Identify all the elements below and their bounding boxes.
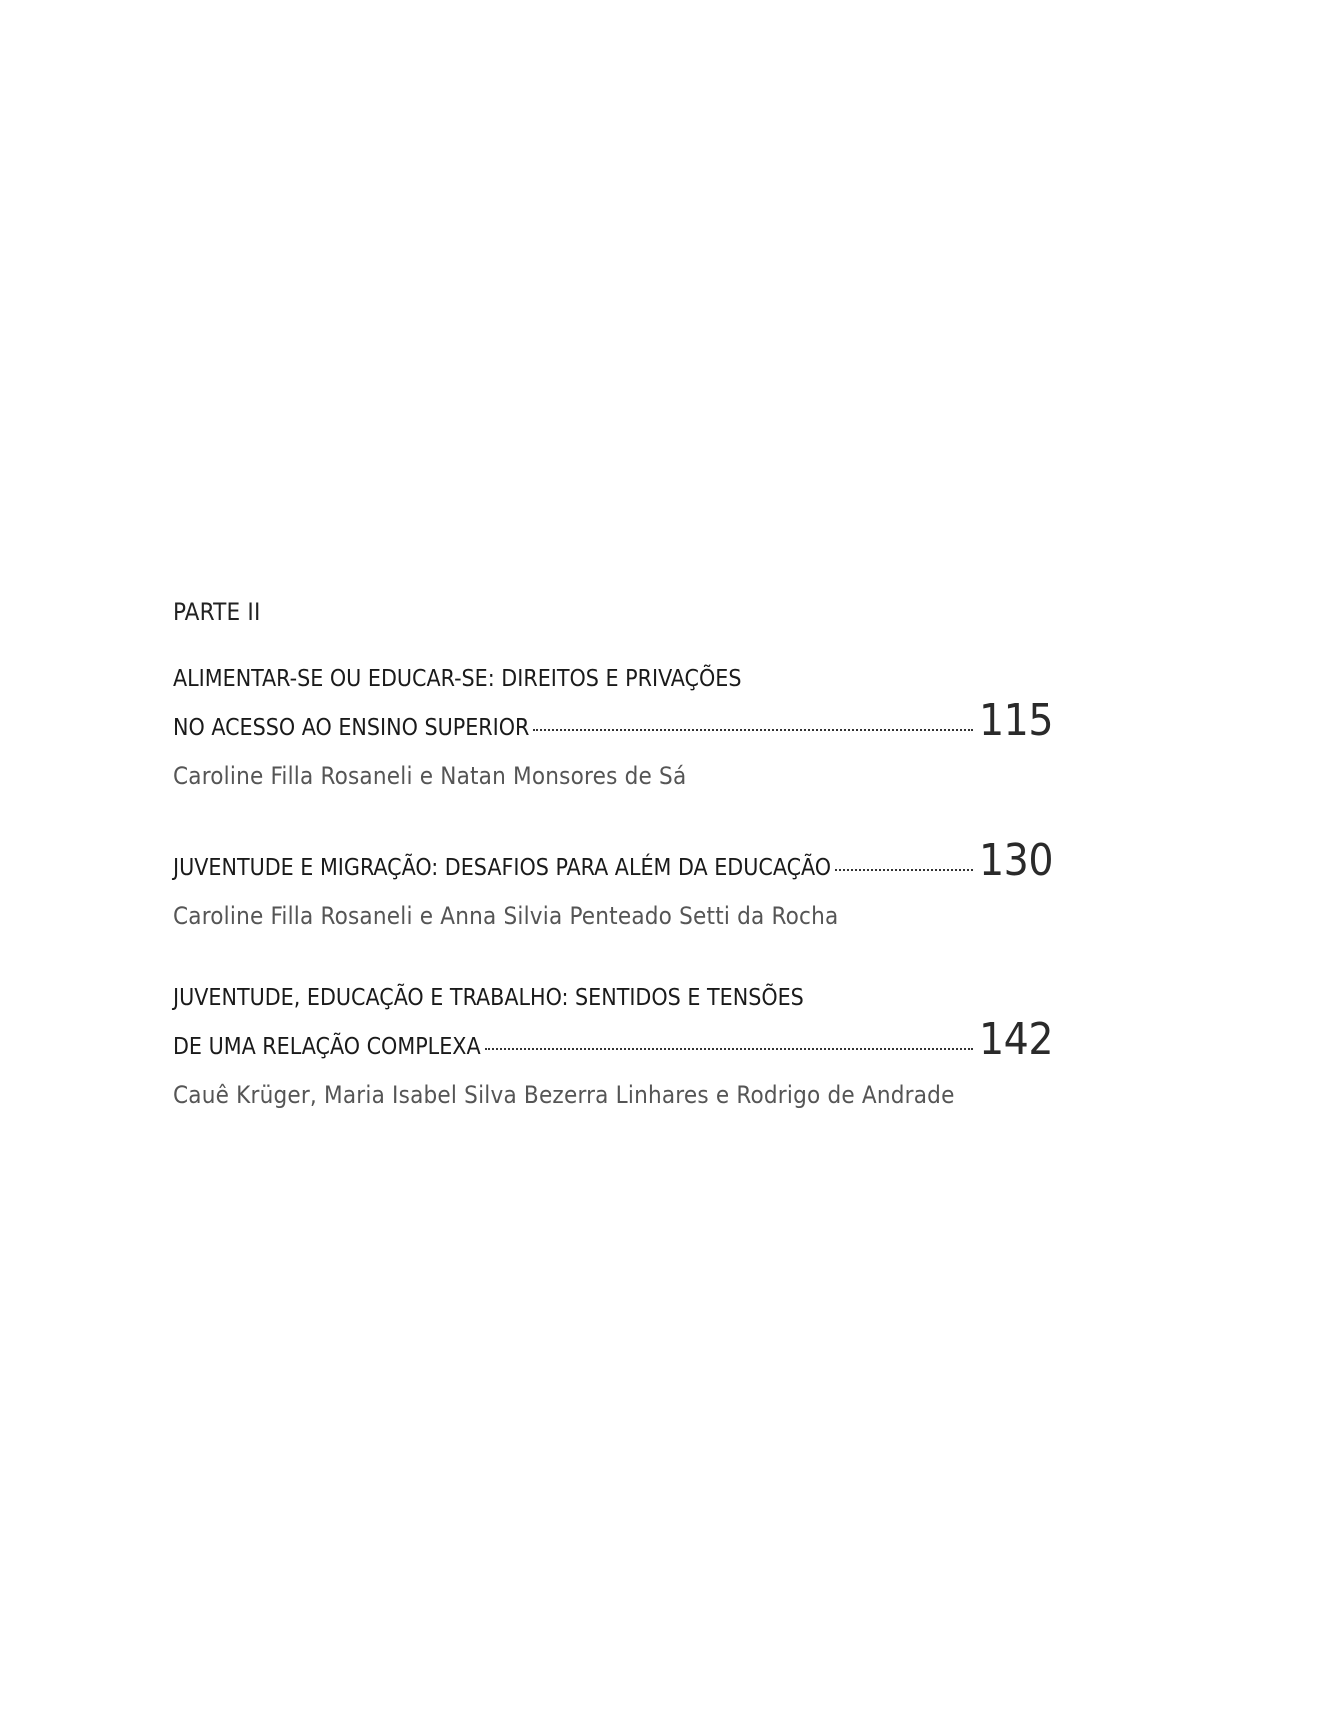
page-number: 115 (978, 695, 1053, 746)
entry-title-line: JUVENTUDE E MIGRAÇÃO: DESAFIOS PARA ALÉM DA EDUCAÇÃO (173, 854, 832, 881)
entry-title-last-line (173, 695, 1053, 748)
entry-title-line: ALIMENTAR-SE OU EDUCAR-SE: DIREITOS E PRIVAÇÕES (173, 666, 742, 692)
entry-title-last-line (173, 1013, 1053, 1067)
entry-authors: Cauê Krüger, Maria Isabel Silva Bezerra Linhares e Rodrigo de Andrade (173, 1080, 955, 1109)
dot-leader (835, 869, 973, 871)
entry-title-last-line (173, 834, 1053, 888)
page-number: 142 (978, 1013, 1053, 1065)
dot-leader (485, 1048, 973, 1050)
dot-leader (533, 729, 973, 731)
entry-title-line: NO ACESSO AO ENSINO SUPERIOR (173, 715, 530, 741)
toc-entry (173, 660, 1053, 791)
entry-title-line: JUVENTUDE, EDUCAÇÃO E TRABALHO: SENTIDOS E TENSÕES (173, 984, 804, 1011)
page-number: 130 (978, 834, 1053, 886)
entry-authors: Caroline Filla Rosaneli e Natan Monsores de Sá (173, 762, 687, 790)
table-of-contents (173, 600, 1053, 1157)
toc-entry (173, 834, 1053, 931)
entry-authors: Caroline Filla Rosaneli e Anna Silvia Penteado Setti da Rocha (173, 901, 839, 930)
part-label: PARTE II (173, 598, 261, 626)
toc-entry (173, 979, 1053, 1110)
entry-title-line: DE UMA RELAÇÃO COMPLEXA (173, 1033, 481, 1060)
